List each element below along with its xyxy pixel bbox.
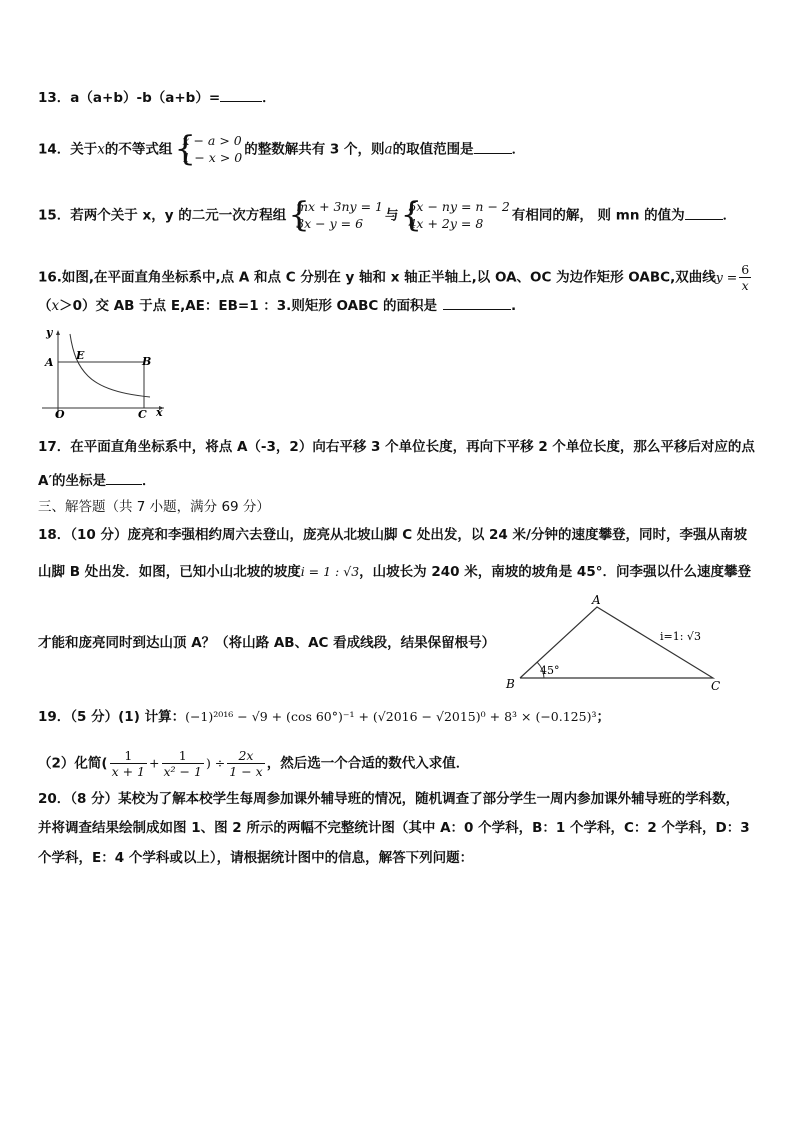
q19-f3-den: 1 − x <box>229 764 263 779</box>
question-18-line-2 <box>38 563 751 581</box>
q17-tail: ． <box>142 473 156 489</box>
q16-tail: . <box>510 298 517 314</box>
q14-tail: ． <box>511 141 526 158</box>
q16-func-num: 6 <box>741 262 750 277</box>
q17-text-1: 17．在平面直角坐标系中，将点 A（-3，2）向右平移 3 个单位长度，再向下平移 2 个单位长度，那么平移后对应的点 <box>38 439 755 455</box>
q15-answer-blank[interactable] <box>685 207 723 220</box>
question-19-part-1 <box>38 708 610 726</box>
q16-label-O: O <box>55 408 65 420</box>
q13-tail: ． <box>262 90 276 106</box>
q20-text-3: 个学科，E：4 个学科或以上），请根据统计图中的信息，解答下列问题： <box>38 850 474 866</box>
question-20-line-2 <box>38 819 750 837</box>
q13-answer-blank[interactable] <box>220 89 262 102</box>
q19-f1-den: x + 1 <box>111 764 146 779</box>
q19-fraction-3 <box>227 748 264 779</box>
q19-tail: ； <box>596 709 610 725</box>
q18-figure <box>500 590 730 694</box>
q16-func-y: y = <box>715 269 738 285</box>
q18-label-A: A <box>592 593 601 607</box>
q16-figure <box>38 324 170 420</box>
q15-sys2-eq2: 4x + 2y = 8 <box>408 216 484 231</box>
q19-part2-prefix: （2）化简( <box>38 755 108 772</box>
q20-text-2: 并将调查结果绘制成如图 1、图 2 所示的两幅不完整统计图（其中 A：0 个学科，B：1 个学科，C：2 个学科，D：3 <box>38 820 750 836</box>
q14-prefix: 14．关于 <box>38 141 98 158</box>
q14-var-x: x <box>97 141 105 158</box>
q13-text: 13．a（a+b）-b（a+b）= <box>38 90 221 106</box>
q18-text-3: 才能和庞亮同时到达山顶 A？（将山路 AB、AC 看成线段，结果保留根号） <box>38 635 496 651</box>
q19-f1-num: 1 <box>110 748 147 764</box>
question-15 <box>38 195 737 235</box>
q16-text-1: 16.如图,在平面直角坐标系中,点 A 和点 C 分别在 y 轴和 x 轴正半轴上,以 OA、OC 为边作矩形 OABC,双曲线 <box>38 269 716 286</box>
q16-answer-blank[interactable] <box>443 297 511 310</box>
q16-func-den: x <box>741 278 749 293</box>
q19-plus: + <box>149 755 160 771</box>
q15-sys1-eq1: mx + 3ny = 1 <box>296 199 383 214</box>
q14-post-a: 的整数解共有 3 个，则 <box>244 141 385 158</box>
q18-text-2a: 山脚 B 处出发．如图，已知小山北坡的坡度 <box>38 564 301 580</box>
q15-and: 与 <box>384 207 399 224</box>
q15-prefix: 15．若两个关于 x，y 的二元一次方程组 <box>38 207 287 224</box>
q16-func-fraction <box>739 262 751 293</box>
question-17-line-2 <box>38 472 156 490</box>
q15-system-2: { 5x − ny = n − 2 4x + 2y = 8 <box>400 195 510 235</box>
q19-fraction-1 <box>110 748 147 779</box>
question-13 <box>38 89 276 107</box>
q16-label-E: E <box>76 349 85 362</box>
q19-fraction-2 <box>162 748 204 779</box>
section-3-heading: 三、解答题（共 7 小题，满分 69 分） <box>38 499 270 515</box>
q14-answer-blank[interactable] <box>474 141 512 154</box>
q16-paren: （ <box>38 298 52 314</box>
question-14 <box>38 129 526 169</box>
q19-f2-num: 1 <box>162 748 204 764</box>
q14-inequality-system: { x − a > 0 1 − x > 0 <box>174 129 243 169</box>
question-18-line-1 <box>38 526 747 544</box>
q16-var-x: x <box>51 298 60 314</box>
q18-text-1: 18．（10 分）庞亮和李强相约周六去登山，庞亮从北坡山脚 C 处出发，以 24 米/分钟的速度攀登，同时，李强从南坡 <box>38 527 747 543</box>
q15-sys2-eq1: 5x − ny = n − 2 <box>408 199 510 214</box>
question-19-part-2 <box>38 748 469 779</box>
q15-system-1: { mx + 3ny = 1 3x − y = 6 <box>288 195 383 235</box>
q16-hyperbola <box>70 334 150 397</box>
q14-ineq-1: x − a > 0 <box>182 133 242 148</box>
q16-label-C: C <box>138 408 147 420</box>
question-17-line-1 <box>38 438 755 456</box>
q19-f3-num: 2x <box>227 748 264 764</box>
q18-text-2b: ，山坡长为 240 米，南坡的坡角是 45°．问李强以什么速度攀登 <box>359 564 751 580</box>
q16-label-B: B <box>142 355 152 368</box>
q18-label-B: B <box>506 677 515 691</box>
q14-post-b: 的取值范围是 <box>392 141 474 158</box>
q17-answer-blank[interactable] <box>106 472 142 485</box>
question-20-line-1 <box>38 790 739 808</box>
q15-tail: ． <box>722 207 737 224</box>
q18-label-C: C <box>711 679 721 693</box>
q20-text-1: 20．（8 分）某校为了解本校学生每周参加课外辅导班的情况，随机调查了部分学生一周内参加课外辅导班的学科数， <box>38 791 740 807</box>
q18-slope: i = 1 : √3 <box>300 564 360 579</box>
q19-f2-den: x² − 1 <box>163 764 202 779</box>
q16-label-A: A <box>45 356 54 369</box>
q16-text-2: ＞0）交 AB 于点 E,AE：EB=1 ：3.则矩形 OABC 的面积是 <box>59 298 437 314</box>
q15-sys1-eq2: 3x − y = 6 <box>296 216 364 231</box>
q19-expression: (−1)²⁰¹⁶ − √9 + (cos 60°)⁻¹ + (√2016 − √2015)⁰ + 8³ × (−0.125)³ <box>185 709 597 724</box>
q14-ineq-2: 1 − x > 0 <box>182 150 243 165</box>
question-16-line-2 <box>38 297 516 315</box>
q15-post: 有相同的解， 则 mn 的值为 <box>511 207 685 224</box>
q14-mid: 的不等式组 <box>104 141 173 158</box>
question-20-line-3 <box>38 849 473 867</box>
question-18-line-3 <box>38 634 495 652</box>
question-16-line-1 <box>38 262 753 293</box>
q18-label-angle: 45° <box>540 664 560 677</box>
q19-prefix: 19．（5 分）(1) 计算： <box>38 709 186 725</box>
q14-var-a: a <box>384 141 393 158</box>
q16-label-y: y <box>46 326 53 339</box>
q17-text-2: A′的坐标是 <box>38 473 107 489</box>
q19-part2-post: ，然后选一个合适的数代入求值． <box>266 755 470 772</box>
q16-label-x: x <box>156 406 163 419</box>
q19-divide: ) ÷ <box>205 755 226 771</box>
q18-label-slope: i=1: √3 <box>660 630 701 643</box>
